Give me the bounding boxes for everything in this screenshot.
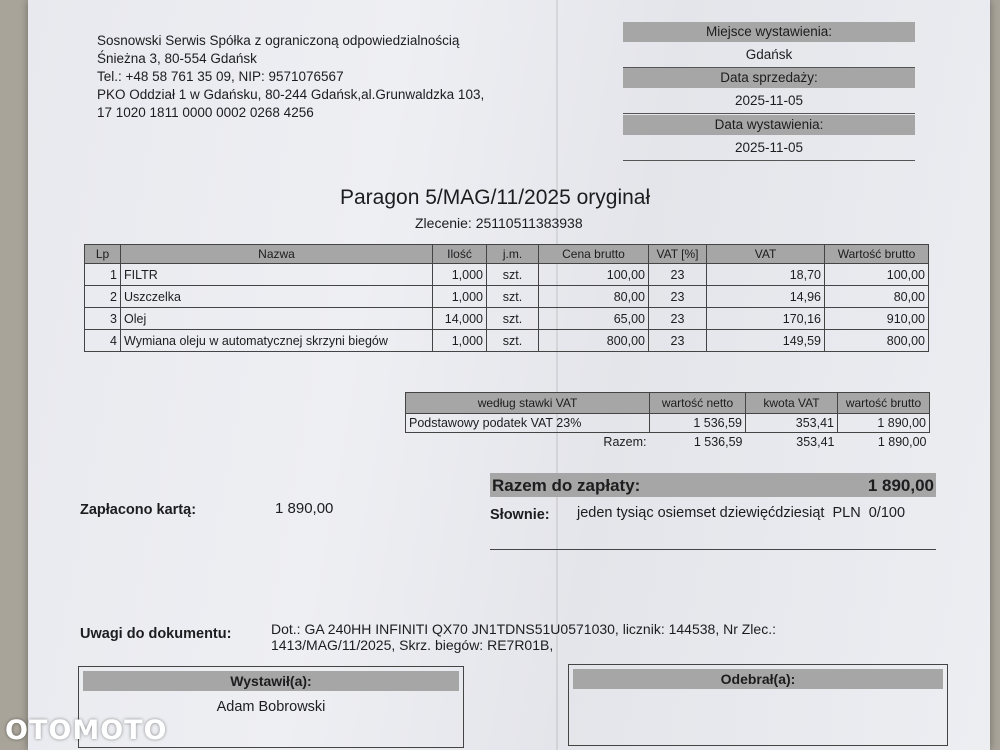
cell-vat: 170,16 bbox=[707, 308, 825, 330]
table-row bbox=[85, 308, 929, 330]
issued-by-label: Wystawił(a): bbox=[83, 671, 459, 691]
col-qty: Ilość bbox=[433, 245, 487, 264]
sum-label: Razem: bbox=[603, 435, 647, 449]
col-name: Nazwa bbox=[121, 245, 433, 264]
cell-qty: 1,000 bbox=[433, 286, 487, 308]
col-vat: VAT bbox=[707, 245, 825, 264]
cell-gross-value: 80,00 bbox=[825, 286, 929, 308]
cell-vat-rate: 23 bbox=[649, 330, 707, 352]
received-by-box bbox=[568, 664, 948, 746]
cell-lp: 2 bbox=[85, 286, 121, 308]
col-vat-amount: kwota VAT bbox=[746, 393, 838, 414]
cell-gross-value: 800,00 bbox=[825, 330, 929, 352]
sale-date-label: Data sprzedaży: bbox=[623, 68, 915, 88]
issue-date bbox=[623, 115, 915, 161]
col-net-value: wartość netto bbox=[650, 393, 746, 414]
sum-gross: 1 890,00 bbox=[877, 435, 927, 449]
vat-net: 1 536,59 bbox=[650, 414, 746, 433]
place-label: Miejsce wystawienia: bbox=[623, 22, 915, 42]
words-underline bbox=[490, 549, 936, 550]
table-row bbox=[406, 414, 930, 433]
cell-vat: 14,96 bbox=[707, 286, 825, 308]
cell-gross-value: 100,00 bbox=[825, 264, 929, 286]
col-gross-price: Cena brutto bbox=[539, 245, 649, 264]
sum-vat: 353,41 bbox=[796, 435, 835, 449]
table-row bbox=[85, 286, 929, 308]
items-header-row bbox=[85, 245, 929, 264]
place-of-issue bbox=[623, 22, 915, 68]
sale-date-value: 2025-11-05 bbox=[623, 88, 915, 114]
seller-contact: Tel.: +48 58 761 35 09, NIP: 9571076567 bbox=[97, 69, 344, 84]
vat-gross: 1 890,00 bbox=[838, 414, 930, 433]
cell-lp: 4 bbox=[85, 330, 121, 352]
cell-qty: 14,000 bbox=[433, 308, 487, 330]
cell-vat: 18,70 bbox=[707, 264, 825, 286]
cell-vat-rate: 23 bbox=[649, 286, 707, 308]
seller-bank: PKO Oddział 1 w Gdańsku, 80-244 Gdańsk,al.Grunwaldzka 103, bbox=[97, 87, 485, 102]
table-row bbox=[85, 330, 929, 352]
vat-header-row bbox=[406, 393, 930, 414]
cell-unit: szt. bbox=[487, 330, 539, 352]
sale-date bbox=[623, 68, 915, 114]
col-vat-rate: VAT [%] bbox=[649, 245, 707, 264]
notes-label: Uwagi do dokumentu: bbox=[80, 626, 232, 642]
cell-gross-price: 80,00 bbox=[539, 286, 649, 308]
col-vat-rate-group: według stawki VAT bbox=[406, 393, 650, 414]
cell-gross-value: 910,00 bbox=[825, 308, 929, 330]
cell-unit: szt. bbox=[487, 286, 539, 308]
place-value: Gdańsk bbox=[623, 42, 915, 68]
cell-gross-price: 800,00 bbox=[539, 330, 649, 352]
cell-lp: 1 bbox=[85, 264, 121, 286]
col-gross-value: Wartość brutto bbox=[825, 245, 929, 264]
cell-name: Olej bbox=[121, 308, 433, 330]
total-amount: 1 890,00 bbox=[867, 476, 934, 495]
vat-summary-table bbox=[405, 392, 930, 451]
amount-in-words: jeden tysiąc osiemset dziewięćdziesiąt PLN 0/100 bbox=[577, 505, 906, 521]
col-unit: j.m. bbox=[487, 245, 539, 264]
cell-vat-rate: 23 bbox=[649, 308, 707, 330]
cell-lp: 3 bbox=[85, 308, 121, 330]
cell-vat: 149,59 bbox=[707, 330, 825, 352]
document-title: Paragon 5/MAG/11/2025 oryginał bbox=[340, 186, 651, 209]
total-label: Razem do zapłaty: bbox=[492, 476, 641, 495]
vat-sum-row bbox=[406, 433, 930, 452]
cell-qty: 1,000 bbox=[433, 330, 487, 352]
issue-date-value: 2025-11-05 bbox=[623, 135, 915, 161]
notes-line-1: Dot.: GA 240HH INFINITI QX70 JN1TDNS51U0571030, licznik: 144538, Nr Zlec.: bbox=[271, 621, 776, 637]
cell-name: Wymiana oleju w automatycznej skrzyni biegów bbox=[121, 330, 433, 352]
issued-by-name: Adam Bobrowski bbox=[216, 699, 326, 715]
col-gross-value: wartość brutto bbox=[838, 393, 930, 414]
items-table bbox=[84, 244, 929, 352]
cell-vat-rate: 23 bbox=[649, 264, 707, 286]
otomoto-watermark: OTOMOTO bbox=[5, 715, 168, 746]
words-label: Słownie: bbox=[490, 507, 550, 523]
cell-unit: szt. bbox=[487, 308, 539, 330]
paid-card-amount: 1 890,00 bbox=[275, 500, 334, 517]
seller-account: 17 1020 1811 0000 0002 0268 4256 bbox=[97, 105, 314, 120]
table-row bbox=[85, 264, 929, 286]
cell-gross-price: 65,00 bbox=[539, 308, 649, 330]
order-number: Zlecenie: 25110511383938 bbox=[415, 215, 583, 231]
received-by-label: Odebrał(a): bbox=[573, 669, 943, 689]
sum-net: 1 536,59 bbox=[693, 435, 743, 449]
vat-rate-name: Podstawowy podatek VAT 23% bbox=[406, 414, 650, 433]
vat-amount: 353,41 bbox=[746, 414, 838, 433]
cell-gross-price: 100,00 bbox=[539, 264, 649, 286]
seller-address: Śnieżna 3, 80-554 Gdańsk bbox=[97, 51, 257, 66]
total-to-pay bbox=[490, 473, 936, 497]
cell-qty: 1,000 bbox=[433, 264, 487, 286]
cell-unit: szt. bbox=[487, 264, 539, 286]
seller-block bbox=[97, 32, 484, 122]
cell-name: Uszczelka bbox=[121, 286, 433, 308]
paper-fold bbox=[556, 0, 558, 750]
cell-name: FILTR bbox=[121, 264, 433, 286]
notes-line-2: 1413/MAG/11/2025, Skrz. biegów: RE7R01B, bbox=[271, 637, 554, 653]
seller-name: Sosnowski Serwis Spółka z ograniczoną odpowiedzialnością bbox=[97, 33, 460, 48]
issue-date-label: Data wystawienia: bbox=[623, 115, 915, 135]
col-lp: Lp bbox=[85, 245, 121, 264]
paid-card-label: Zapłacono kartą: bbox=[80, 502, 197, 518]
